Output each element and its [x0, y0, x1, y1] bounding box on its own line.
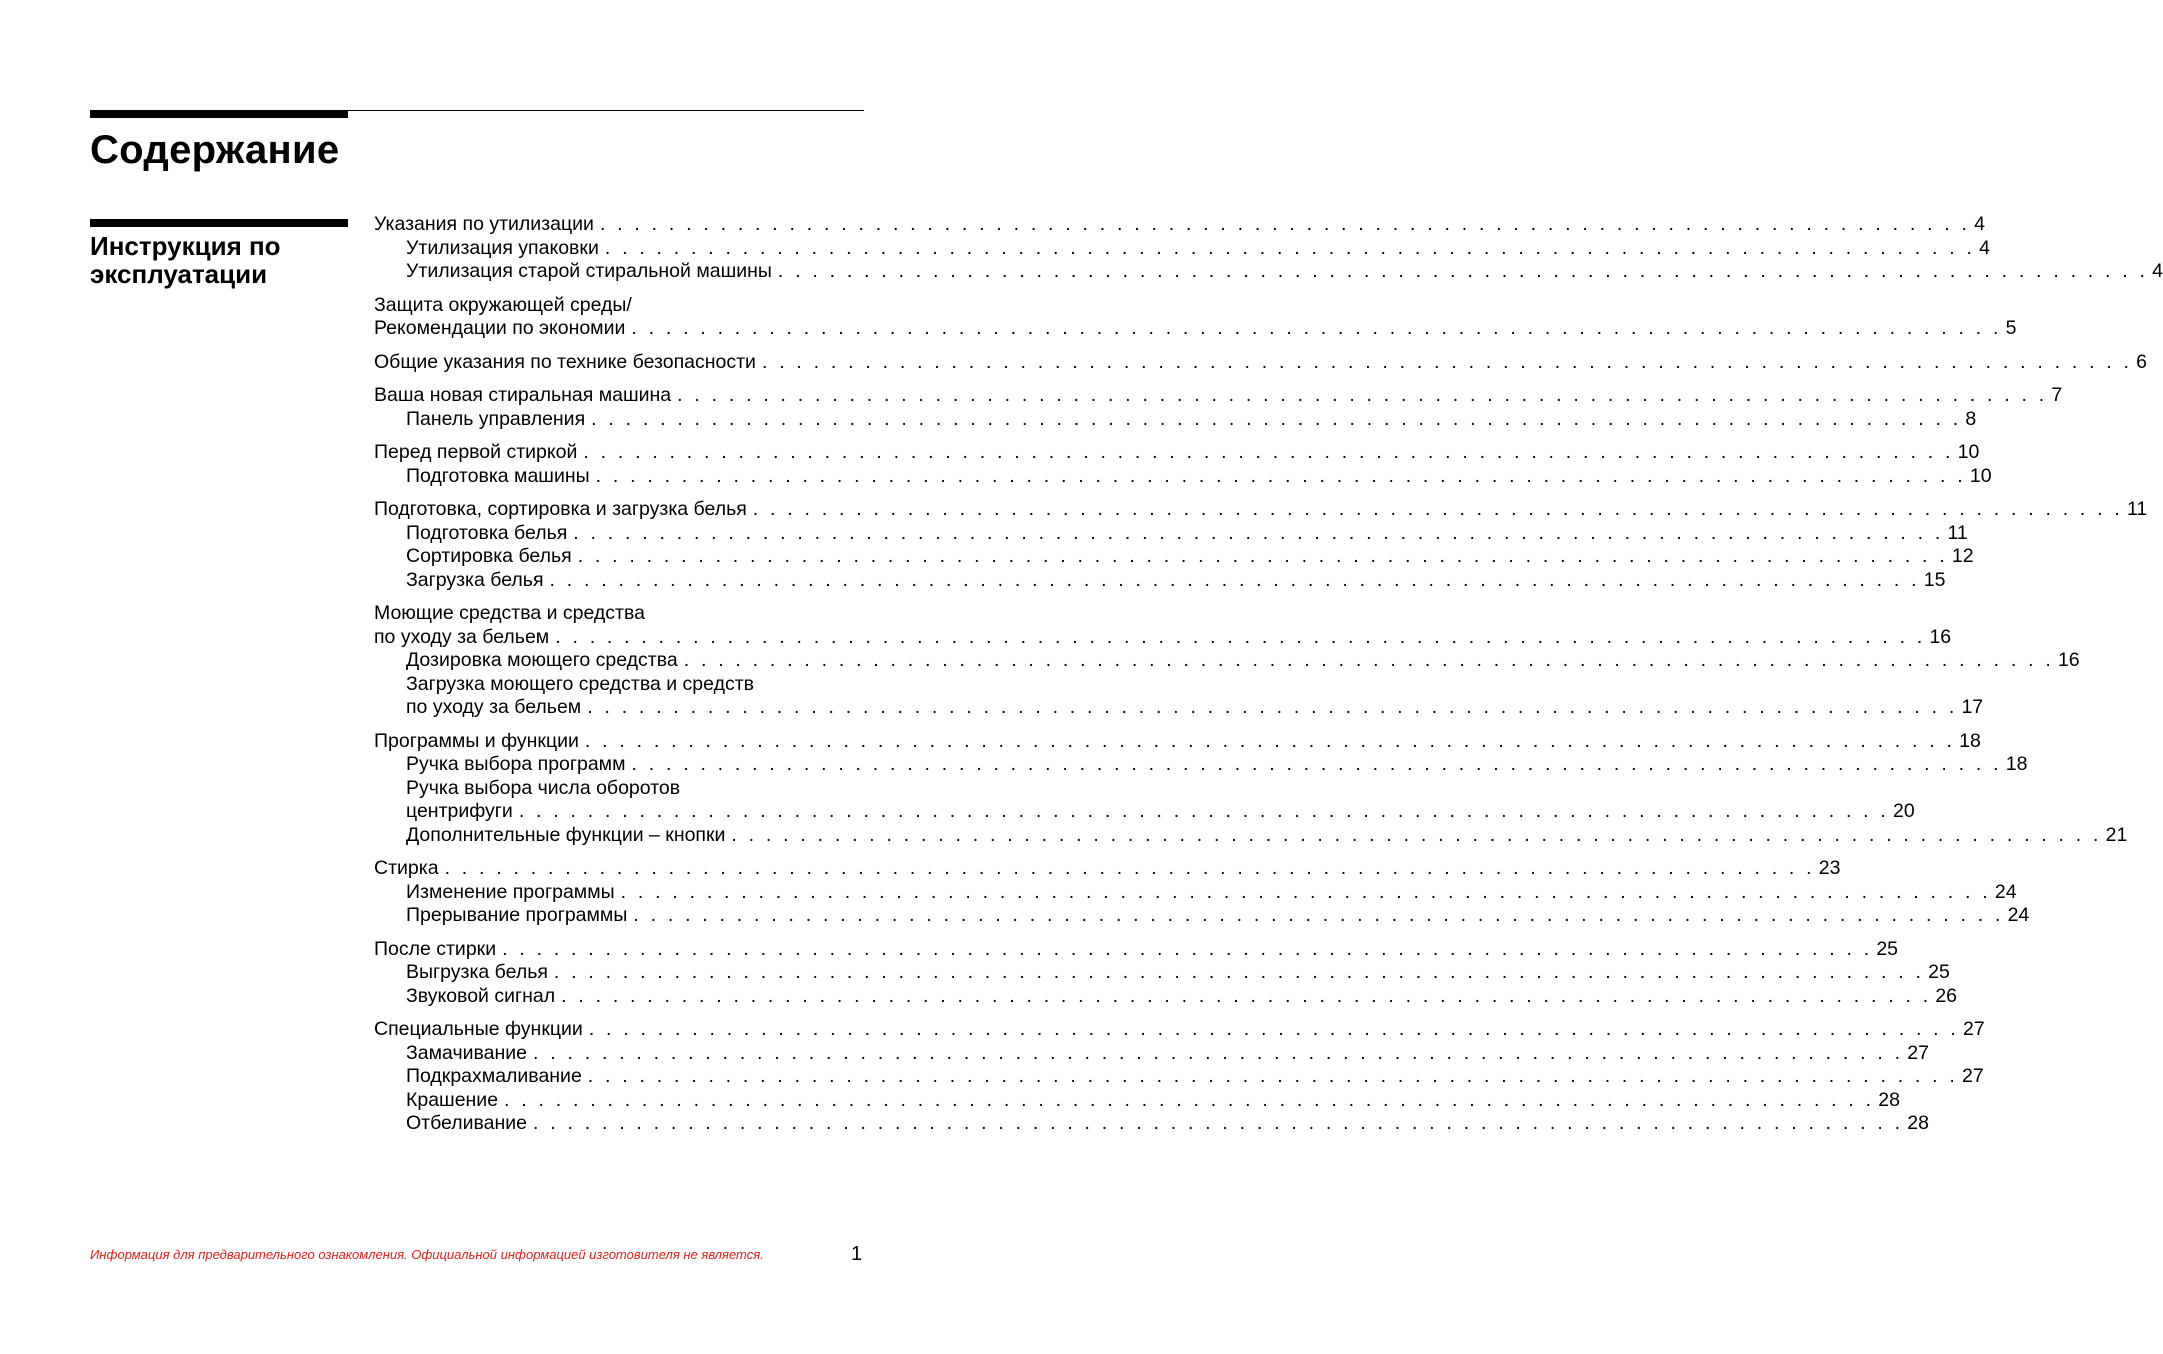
- dot-leader: . . . . . . . . . . . . . . . . . . . . . . . . . . . . . . . . . . . . . . . . . . . . . . . . . . . . . . . . . . . . . . . . . . . . . . . . . . . . . . . .: [553, 961, 1925, 983]
- toc-entry-page: 21: [2105, 823, 2128, 846]
- toc-entry-title: Панель управления: [406, 407, 586, 430]
- toc-entry-page: 10: [1969, 464, 1992, 487]
- toc-entry[interactable]: [374, 350, 2148, 375]
- toc-entry-title: Отбеливание: [406, 1112, 528, 1134]
- section-heading: Инструкция по эксплуатации: [90, 231, 281, 289]
- toc-entry-title: Крашение: [406, 1088, 499, 1111]
- dot-leader: . . . . . . . . . . . . . . . . . . . . . . . . . . . . . . . . . . . . . . . . . . . . . . . . . . . . . . . . . . . . . . . . . . . . . . . . . . . . . . . .: [444, 857, 1815, 879]
- toc-entry-page: 25: [1876, 937, 1899, 960]
- toc-entry[interactable]: [374, 441, 1980, 465]
- dot-leader: . . . . . . . . . . . . . . . . . . . . . . . . . . . . . . . . . . . . . . . . . . . . . . . . . . . . . . . . . . . . . . . . . . . . . . . . . . . . . . . .: [731, 823, 2102, 846]
- toc-entry[interactable]: [374, 880, 2017, 905]
- dot-leader: . . . . . . . . . . . . . . . . . . . . . . . . . . . . . . . . . . . . . . . . . . . . . . . . . . . . . . . . . . . . . . . . . . . . . . . . . . . . . . . .: [677, 384, 2048, 406]
- toc-entry-title: Подготовка машины: [406, 464, 590, 487]
- toc-entry-title: Перед первой стиркой: [374, 441, 578, 463]
- toc-entry[interactable]: [374, 823, 2128, 848]
- toc-group: [374, 857, 2030, 928]
- toc-entry-title-line: Ручка выбора числа оборотов: [406, 776, 681, 799]
- dot-leader: . . . . . . . . . . . . . . . . . . . . . . . . . . . . . . . . . . . . . . . . . . . . . . . . . . . . . . . . . . . . . . . . . . . . . . . . . . . . . . . .: [683, 649, 2054, 671]
- toc-entry-title: Изменение программы: [406, 880, 615, 903]
- toc-entry-page: 11: [1947, 521, 1968, 544]
- toc-entry-page: 16: [1929, 625, 1952, 648]
- toc-entry-page: 4: [2152, 260, 2163, 282]
- toc-entry-title: Общие указания по технике безопасности: [374, 350, 756, 373]
- toc-entry-page: 15: [1923, 568, 1946, 591]
- toc-entry[interactable]: [374, 625, 1952, 650]
- toc-entry-title-line: Защита окружающей среды/: [374, 293, 632, 316]
- dot-leader: . . . . . . . . . . . . . . . . . . . . . . . . . . . . . . . . . . . . . . . . . . . . . . . . . . . . . . . . . . . . . . . . . . . . . . . . . . . . . . . .: [577, 545, 1948, 567]
- toc-entry[interactable]: [374, 213, 1986, 237]
- toc-entry[interactable]: [374, 753, 2028, 777]
- toc-entry-title-line: Загрузка моющего средства и средств: [406, 672, 754, 695]
- toc-entry-page: 28: [1878, 1088, 1900, 1111]
- dot-leader: . . . . . . . . . . . . . . . . . . . . . . . . . . . . . . . . . . . . . . . . . . . . . . . . . . . . . . . . . . . . . . . . . . . . . . . . . . . . . . . .: [631, 317, 2002, 339]
- toc-entry-title: Подготовка белья: [406, 521, 568, 544]
- dot-leader: . . . . . . . . . . . . . . . . . . . . . . . . . . . . . . . . . . . . . . . . . . . . . . . . . . . . . . . . . . . . . . . . . . . . . . . . . . . . . . . .: [583, 441, 1954, 463]
- toc-entry-page: 24: [1994, 880, 2017, 903]
- toc-entry-page: 23: [1818, 857, 1841, 879]
- toc-entry-title: Утилизация упаковки: [406, 236, 599, 259]
- toc-entry[interactable]: [374, 1112, 1929, 1136]
- section-rule: [90, 219, 348, 227]
- dot-leader: . . . . . . . . . . . . . . . . . . . . . . . . . . . . . . . . . . . . . . . . . . . . . . . . . . . . . . . . . . . . . . . . . . . . . . . . . . . . . . . .: [533, 1112, 1904, 1134]
- toc-group: [374, 213, 2163, 284]
- toc-group: [374, 384, 2063, 431]
- dot-leader: . . . . . . . . . . . . . . . . . . . . . . . . . . . . . . . . . . . . . . . . . . . . . . . . . . . . . . . . . . . . . . . . . . . . . . . . . . . . . . . .: [633, 904, 2004, 926]
- toc-entry-page: 27: [1907, 1041, 1929, 1064]
- dot-leader: . . . . . . . . . . . . . . . . . . . . . . . . . . . . . . . . . . . . . . . . . . . . . . . . . . . . . . . . . . . . . . . . . . . . . . . . . . . . . . . .: [504, 1088, 1875, 1111]
- toc-entry-title-line: Моющие средства и средства: [374, 602, 645, 624]
- toc-entry[interactable]: [374, 545, 1974, 569]
- toc-entry[interactable]: [374, 1041, 1929, 1066]
- toc-entry-title: Рекомендации по экономии: [374, 317, 626, 339]
- toc-entry[interactable]: [374, 696, 1984, 720]
- page-title: Содержание: [90, 128, 340, 172]
- toc-group: [374, 937, 1958, 1009]
- toc-entry-title: Ручка выбора программ: [406, 753, 626, 775]
- toc-entry-title: Замачивание: [406, 1041, 527, 1064]
- toc-group: [374, 293, 2017, 341]
- toc-entry-page: 7: [2051, 384, 2063, 406]
- toc-entry-page: 10: [1957, 441, 1980, 463]
- toc-entry-page: 20: [1893, 800, 1915, 822]
- toc-entry[interactable]: [374, 729, 1981, 754]
- toc-entry[interactable]: [374, 407, 1977, 432]
- toc-entry-page: 25: [1928, 961, 1950, 983]
- toc-group: [374, 498, 2148, 592]
- toc-entry-page: 16: [2057, 649, 2080, 671]
- toc-entry[interactable]: [374, 649, 2080, 673]
- dot-leader: . . . . . . . . . . . . . . . . . . . . . . . . . . . . . . . . . . . . . . . . . . . . . . . . . . . . . . . . . . . . . . . . . . . . . . . . . . . . . . . .: [533, 1041, 1904, 1064]
- toc-entry-title: Дозировка моющего средства: [406, 649, 678, 671]
- dot-leader: . . . . . . . . . . . . . . . . . . . . . . . . . . . . . . . . . . . . . . . . . . . . . . . . . . . . . . . . . . . . . . . . . . . . . . . . . . . . . . . .: [549, 568, 1920, 591]
- toc-entry-title: по уходу за бельем: [374, 625, 550, 648]
- toc-entry[interactable]: [374, 317, 2017, 341]
- toc-entry-title: После стирки: [374, 937, 497, 960]
- toc-entry-page: 4: [1974, 213, 1986, 235]
- toc-entry-page: 5: [2005, 317, 2017, 339]
- toc-group: [374, 602, 2080, 720]
- toc-entry-page: 8: [1965, 407, 1977, 430]
- toc-entry[interactable]: [374, 1018, 1985, 1042]
- toc-entry[interactable]: [374, 521, 1968, 546]
- toc-entry-page: 27: [1963, 1018, 1985, 1040]
- dot-leader: . . . . . . . . . . . . . . . . . . . . . . . . . . . . . . . . . . . . . . . . . . . . . . . . . . . . . . . . . . . . . . . . . . . . . . . . . . . . . . . .: [561, 984, 1932, 1007]
- dot-leader: . . . . . . . . . . . . . . . . . . . . . . . . . . . . . . . . . . . . . . . . . . . . . . . . . . . . . . . . . . . . . . . . . . . . . . . . . . . . . . . .: [587, 1065, 1959, 1087]
- dot-leader: . . . . . . . . . . . . . . . . . . . . . . . . . . . . . . . . . . . . . . . . . . . . . . . . . . . . . . . . . . . . . . . . . . . . . . . . . . . . . . . .: [555, 625, 1926, 648]
- toc-entry-title: Ваша новая стиральная машина: [374, 384, 672, 406]
- toc-entry-page: 18: [2005, 753, 2028, 775]
- toc-entry[interactable]: [374, 464, 1992, 489]
- toc-entry[interactable]: [374, 937, 1899, 962]
- toc-entry-page: 26: [1935, 984, 1958, 1007]
- toc-entry[interactable]: [374, 1088, 1900, 1113]
- dot-leader: . . . . . . . . . . . . . . . . . . . . . . . . . . . . . . . . . . . . . . . . . . . . . . . . . . . . . . . . . . . . . . . . . . . . . . . . . . . . . . . .: [518, 800, 1890, 822]
- dot-leader: . . . . . . . . . . . . . . . . . . . . . . . . . . . . . . . . . . . . . . . . . . . . . . . . . . . . . . . . . . . . . . . . . . . . . . . . . . . . . . . .: [591, 407, 1962, 430]
- toc-entry-title: Дополнительные функции – кнопки: [406, 823, 726, 846]
- toc-group: [374, 350, 2148, 375]
- dot-leader: . . . . . . . . . . . . . . . . . . . . . . . . . . . . . . . . . . . . . . . . . . . . . . . . . . . . . . . . . . . . . . . . . . . . . . . . . . . . . . . .: [777, 260, 2149, 282]
- toc-entry-page: 28: [1907, 1112, 1929, 1134]
- toc-entry-title: Звуковой сигнал: [406, 984, 556, 1007]
- dot-leader: . . . . . . . . . . . . . . . . . . . . . . . . . . . . . . . . . . . . . . . . . . . . . . . . . . . . . . . . . . . . . . . . . . . . . . . . . . . . . . . .: [631, 753, 2002, 775]
- toc-entry[interactable]: [374, 800, 1915, 824]
- toc-entry-page: 18: [1959, 729, 1981, 752]
- toc-entry[interactable]: [374, 498, 2148, 522]
- toc-entry-title: Специальные функции: [374, 1018, 583, 1040]
- toc-entry-title: Прерывание программы: [406, 904, 628, 926]
- toc-group: [374, 441, 1992, 488]
- toc-entry-title: Утилизация старой стиральной машины: [406, 260, 772, 282]
- toc-entry-title: Выгрузка белья: [406, 961, 548, 983]
- toc-entry-title: по уходу за бельем: [406, 696, 582, 718]
- toc-entry-title: Стирка: [374, 857, 439, 879]
- title-rule-thick: [90, 110, 348, 118]
- footer-disclaimer: Информация для предварительного ознакомления. Официальной информацией изготовителя не является.: [90, 1247, 764, 1262]
- toc-entry-page: 4: [1979, 236, 1990, 259]
- dot-leader: . . . . . . . . . . . . . . . . . . . . . . . . . . . . . . . . . . . . . . . . . . . . . . . . . . . . . . . . . . . . . . . . . . . . . . . . . . . . . . . .: [588, 1018, 1960, 1040]
- toc-entry[interactable]: [374, 984, 1958, 1009]
- dot-leader: . . . . . . . . . . . . . . . . . . . . . . . . . . . . . . . . . . . . . . . . . . . . . . . . . . . . . . . . . . . . . . . . . . . . . . . . . . . . . . . .: [604, 236, 1976, 259]
- table-of-contents: [374, 213, 2163, 1146]
- dot-leader: . . . . . . . . . . . . . . . . . . . . . . . . . . . . . . . . . . . . . . . . . . . . . . . . . . . . . . . . . . . . . . . . . . . . . . . . . . . . . . . .: [502, 937, 1873, 960]
- dot-leader: . . . . . . . . . . . . . . . . . . . . . . . . . . . . . . . . . . . . . . . . . . . . . . . . . . . . . . . . . . . . . . . . . . . . . . . . . . . . . . . .: [595, 464, 1966, 487]
- dot-leader: . . . . . . . . . . . . . . . . . . . . . . . . . . . . . . . . . . . . . . . . . . . . . . . . . . . . . . . . . . . . . . . . . . . . . . . . . . . . . . . .: [620, 880, 1991, 903]
- toc-entry[interactable]: [374, 1065, 1984, 1089]
- toc-entry[interactable]: [374, 260, 2163, 284]
- dot-leader: . . . . . . . . . . . . . . . . . . . . . . . . . . . . . . . . . . . . . . . . . . . . . . . . . . . . . . . . . . . . . . . . . . . . . . . . . . . . . . . .: [587, 696, 1958, 718]
- toc-entry-page: 6: [2136, 350, 2148, 373]
- toc-entry[interactable]: [374, 857, 1841, 881]
- dot-leader: . . . . . . . . . . . . . . . . . . . . . . . . . . . . . . . . . . . . . . . . . . . . . . . . . . . . . . . . . . . . . . . . . . . . . . . . . . . . . . . .: [752, 498, 2124, 520]
- toc-group: [374, 729, 2128, 848]
- page-number: 1: [851, 1243, 863, 1265]
- dot-leader: . . . . . . . . . . . . . . . . . . . . . . . . . . . . . . . . . . . . . . . . . . . . . . . . . . . . . . . . . . . . . . . . . . . . . . . . . . . . . . . .: [584, 729, 1956, 752]
- dot-leader: . . . . . . . . . . . . . . . . . . . . . . . . . . . . . . . . . . . . . . . . . . . . . . . . . . . . . . . . . . . . . . . . . . . . . . . . . . . . . . . .: [761, 350, 2133, 373]
- toc-entry-page: 17: [1961, 696, 1984, 718]
- toc-entry[interactable]: [374, 568, 1946, 593]
- dot-leader: . . . . . . . . . . . . . . . . . . . . . . . . . . . . . . . . . . . . . . . . . . . . . . . . . . . . . . . . . . . . . . . . . . . . . . . . . . . . . . . .: [599, 213, 1971, 235]
- title-rule-thin: [348, 110, 864, 111]
- toc-entry-title: Программы и функции: [374, 729, 579, 752]
- dot-leader: . . . . . . . . . . . . . . . . . . . . . . . . . . . . . . . . . . . . . . . . . . . . . . . . . . . . . . . . . . . . . . . . . . . . . . . . . . . . . . . .: [573, 521, 1944, 544]
- toc-entry-title: Подготовка, сортировка и загрузка белья: [374, 498, 747, 520]
- toc-entry[interactable]: [374, 961, 1950, 985]
- toc-entry-title: Подкрахмаливание: [406, 1065, 582, 1087]
- toc-entry-page: 12: [1951, 545, 1974, 567]
- toc-entry-page: 11: [2127, 498, 2148, 520]
- toc-entry-title: центрифуги: [406, 800, 513, 822]
- toc-entry[interactable]: [374, 384, 2063, 408]
- toc-entry[interactable]: [374, 236, 1990, 261]
- toc-entry-page: 24: [2007, 904, 2030, 926]
- toc-entry[interactable]: [374, 904, 2030, 928]
- toc-entry-title: Загрузка белья: [406, 568, 544, 591]
- toc-entry-page: 27: [1962, 1065, 1984, 1087]
- toc-entry-title: Указания по утилизации: [374, 213, 594, 235]
- toc-group: [374, 1018, 1985, 1136]
- toc-entry-title: Сортировка белья: [406, 545, 572, 567]
